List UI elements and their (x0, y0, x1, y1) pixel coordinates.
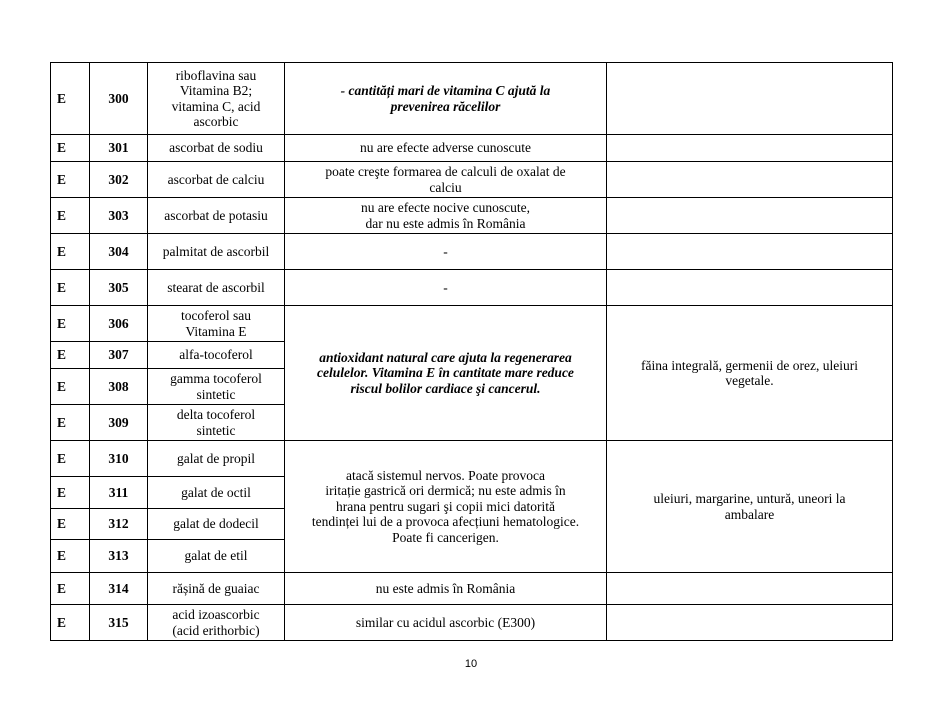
row-code: 304 (90, 234, 148, 270)
row-code: 305 (90, 270, 148, 306)
row-prefix: E (51, 198, 90, 234)
table-row (51, 441, 893, 477)
table-row (51, 63, 893, 135)
row-name: palmitat de ascorbil (148, 234, 285, 270)
row-code: 303 (90, 198, 148, 234)
row-name: galat de dodecil (148, 509, 285, 540)
row-effect: nu este admis în România (285, 573, 607, 605)
row-name: ascorbat de calciu (148, 162, 285, 198)
row-prefix: E (51, 441, 90, 477)
row-source (607, 234, 893, 270)
row-source (607, 573, 893, 605)
table-row (51, 270, 893, 306)
row-name: ascorbat de potasiu (148, 198, 285, 234)
page-number: 10 (464, 658, 478, 670)
row-effect: - (285, 270, 607, 306)
row-prefix: E (51, 342, 90, 369)
row-name: acid izoascorbic (acid erithorbic) (148, 605, 285, 641)
row-name: rășină de guaiac (148, 573, 285, 605)
row-code: 306 (90, 306, 148, 342)
row-effect: similar cu acidul ascorbic (E300) (285, 605, 607, 641)
tocopherol-source: făina integrală, germenii de orez, uleiuri vegetale. (607, 306, 893, 441)
row-source (607, 63, 893, 135)
row-name: galat de etil (148, 540, 285, 573)
row-name: galat de octil (148, 477, 285, 509)
row-name: galat de propil (148, 441, 285, 477)
row-name: tocoferol sau Vitamina E (148, 306, 285, 342)
table-row (51, 605, 893, 641)
row-code: 301 (90, 135, 148, 162)
table-row (51, 306, 893, 342)
table-row (51, 162, 893, 198)
row-prefix: E (51, 234, 90, 270)
row-code: 310 (90, 441, 148, 477)
row-code: 307 (90, 342, 148, 369)
row-prefix: E (51, 540, 90, 573)
row-code: 313 (90, 540, 148, 573)
table-row (51, 135, 893, 162)
gallate-effect: atacă sistemul nervos. Poate provoca iritație gastrică ori dermică; nu este admis în hrana pentru sugari şi copii mici datorită tendinței lui de a provoca afecțiuni hematologice. Poate fi cancerigen. (285, 441, 607, 573)
table-row (51, 573, 893, 605)
row-code: 302 (90, 162, 148, 198)
row-source (607, 162, 893, 198)
row-name: gamma tocoferol sintetic (148, 369, 285, 405)
row-code: 300 (90, 63, 148, 135)
row-prefix: E (51, 135, 90, 162)
table-row (51, 234, 893, 270)
row-name: stearat de ascorbil (148, 270, 285, 306)
row-prefix: E (51, 477, 90, 509)
row-name: ascorbat de sodiu (148, 135, 285, 162)
row-source (607, 198, 893, 234)
row-name: delta tocoferol sintetic (148, 405, 285, 441)
row-prefix: E (51, 405, 90, 441)
row-code: 308 (90, 369, 148, 405)
row-source (607, 135, 893, 162)
row-effect: - cantități mari de vitamina C ajută la prevenirea răcelilor (285, 63, 607, 135)
row-prefix: E (51, 306, 90, 342)
row-code: 315 (90, 605, 148, 641)
row-prefix: E (51, 509, 90, 540)
row-effect: poate creşte formarea de calculi de oxalat de calciu (285, 162, 607, 198)
row-prefix: E (51, 369, 90, 405)
row-source (607, 270, 893, 306)
row-prefix: E (51, 63, 90, 135)
gallate-source: uleiuri, margarine, untură, uneori la ambalare (607, 441, 893, 573)
table-row (51, 198, 893, 234)
tocopherol-effect: antioxidant natural care ajuta la regenerarea celulelor. Vitamina E în cantitate mare reduce riscul bolilor cardiace şi cancerul. (285, 306, 607, 441)
row-prefix: E (51, 162, 90, 198)
row-code: 309 (90, 405, 148, 441)
row-effect: nu are efecte adverse cunoscute (285, 135, 607, 162)
row-prefix: E (51, 605, 90, 641)
row-name: riboflavina sau Vitamina B2; vitamina C, acid ascorbic (148, 63, 285, 135)
row-code: 312 (90, 509, 148, 540)
row-code: 311 (90, 477, 148, 509)
row-code: 314 (90, 573, 148, 605)
row-effect: nu are efecte nocive cunoscute, dar nu este admis în România (285, 198, 607, 234)
row-prefix: E (51, 270, 90, 306)
row-prefix: E (51, 573, 90, 605)
row-source (607, 605, 893, 641)
additives-table (50, 62, 893, 641)
row-effect: - (285, 234, 607, 270)
row-name: alfa-tocoferol (148, 342, 285, 369)
